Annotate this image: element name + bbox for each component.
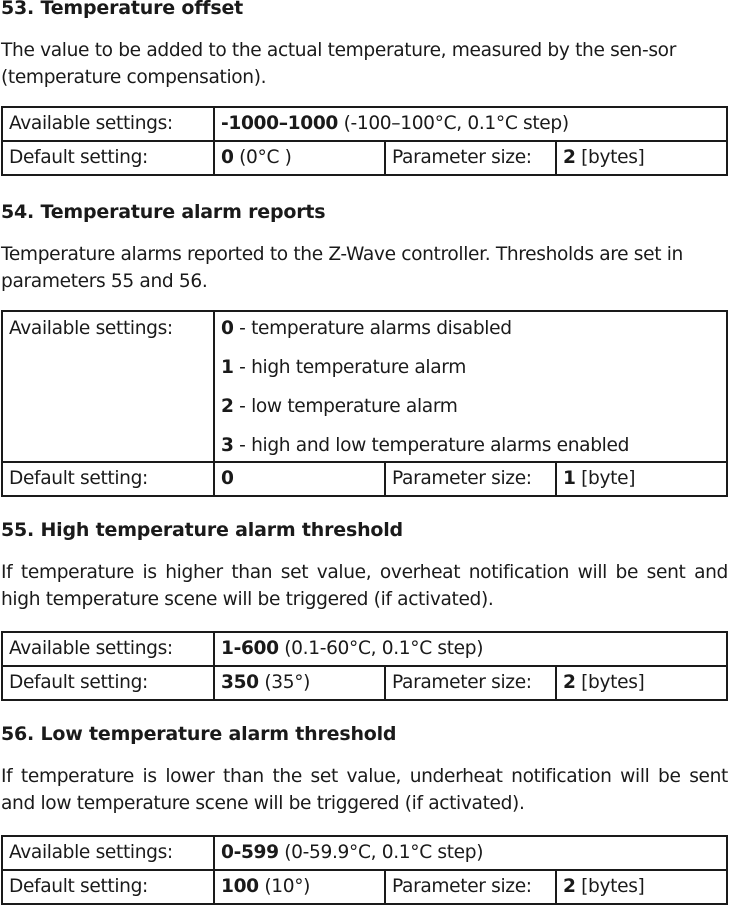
- section-56-title: 56. Low temperature alarm threshold: [1, 723, 397, 745]
- default-setting-value: [214, 462, 385, 496]
- option-text: - high and low temperature alarms enabled: [233, 435, 630, 456]
- option-value: 2: [221, 396, 234, 417]
- section-55-settings-table: [1, 631, 728, 701]
- default-note: (10°): [258, 876, 311, 897]
- option-value: 3: [221, 435, 234, 456]
- section-56-settings-table: [1, 835, 728, 905]
- available-range-note: (0.1-60°C, 0.1°C step): [278, 638, 484, 659]
- default-note: (0°C ): [233, 147, 292, 168]
- option-value: 0: [221, 318, 234, 339]
- section-55-description: If temperature is higher than set value, overheat notification will be sent and high temperature scene will be triggered (if activated).: [1, 562, 728, 610]
- parameter-size-value: [556, 141, 727, 175]
- available-settings-label: Available settings:: [2, 836, 214, 870]
- size-value: 2: [563, 672, 576, 693]
- section-53-description: The value to be added to the actual temperature, measured by the sen-sor (temperature compensation).: [1, 40, 677, 88]
- size-unit: [byte]: [575, 468, 636, 489]
- option-text: - low temperature alarm: [233, 396, 458, 417]
- size-unit: [bytes]: [575, 147, 645, 168]
- available-settings-options: [214, 311, 727, 462]
- option-item: [221, 429, 726, 461]
- default-value: 0: [221, 468, 234, 489]
- available-settings-label: Available settings:: [2, 311, 214, 462]
- default-setting-label: Default setting:: [2, 666, 214, 700]
- default-setting-value: [214, 666, 385, 700]
- available-settings-value: [214, 836, 727, 870]
- option-value: 1: [221, 357, 234, 378]
- parameter-size-value: [556, 462, 727, 496]
- size-value: 2: [563, 876, 576, 897]
- available-settings-value: [214, 632, 727, 666]
- size-unit: [bytes]: [575, 672, 645, 693]
- default-value: 350: [221, 672, 259, 693]
- available-range-note: (-100–100°C, 0.1°C step): [338, 113, 569, 134]
- section-53-title: 53. Temperature offset: [1, 0, 244, 19]
- available-range: 0-599: [221, 842, 279, 863]
- size-value: 1: [563, 468, 576, 489]
- option-item: [221, 312, 726, 351]
- parameter-size-label: Parameter size:: [385, 141, 556, 175]
- option-text: - high temperature alarm: [233, 357, 466, 378]
- available-settings-label: Available settings:: [2, 632, 214, 666]
- option-text: - temperature alarms disabled: [233, 318, 512, 339]
- parameter-size-label: Parameter size:: [385, 462, 556, 496]
- option-item: [221, 351, 726, 390]
- size-unit: [bytes]: [575, 876, 645, 897]
- section-54-description: Temperature alarms reported to the Z-Wave controller. Thresholds are set in parameters 55 and 56.: [1, 244, 683, 292]
- default-note: (35°): [258, 672, 311, 693]
- default-value: 0: [221, 147, 234, 168]
- size-value: 2: [563, 147, 576, 168]
- section-54-title: 54. Temperature alarm reports: [1, 201, 326, 223]
- available-range: 1-600: [221, 638, 279, 659]
- available-range: -1000–1000: [221, 113, 339, 134]
- default-setting-value: [214, 141, 385, 175]
- available-settings-value: [214, 107, 727, 141]
- default-setting-value: [214, 870, 385, 904]
- default-setting-label: Default setting:: [2, 462, 214, 496]
- available-settings-label: Available settings:: [2, 107, 214, 141]
- section-54-settings-table: [1, 310, 728, 497]
- parameter-size-label: Parameter size:: [385, 870, 556, 904]
- default-setting-label: Default setting:: [2, 870, 214, 904]
- default-setting-label: Default setting:: [2, 141, 214, 175]
- parameter-size-label: Parameter size:: [385, 666, 556, 700]
- section-56-description: If temperature is lower than the set value, underheat notification will be sent and low temperature scene will be triggered (if activated).: [1, 766, 728, 814]
- default-value: 100: [221, 876, 259, 897]
- section-53-settings-table: [1, 106, 728, 176]
- parameter-size-value: [556, 870, 727, 904]
- section-55-title: 55. High temperature alarm threshold: [1, 519, 403, 541]
- parameter-size-value: [556, 666, 727, 700]
- available-range-note: (0-59.9°C, 0.1°C step): [278, 842, 484, 863]
- option-item: [221, 390, 726, 429]
